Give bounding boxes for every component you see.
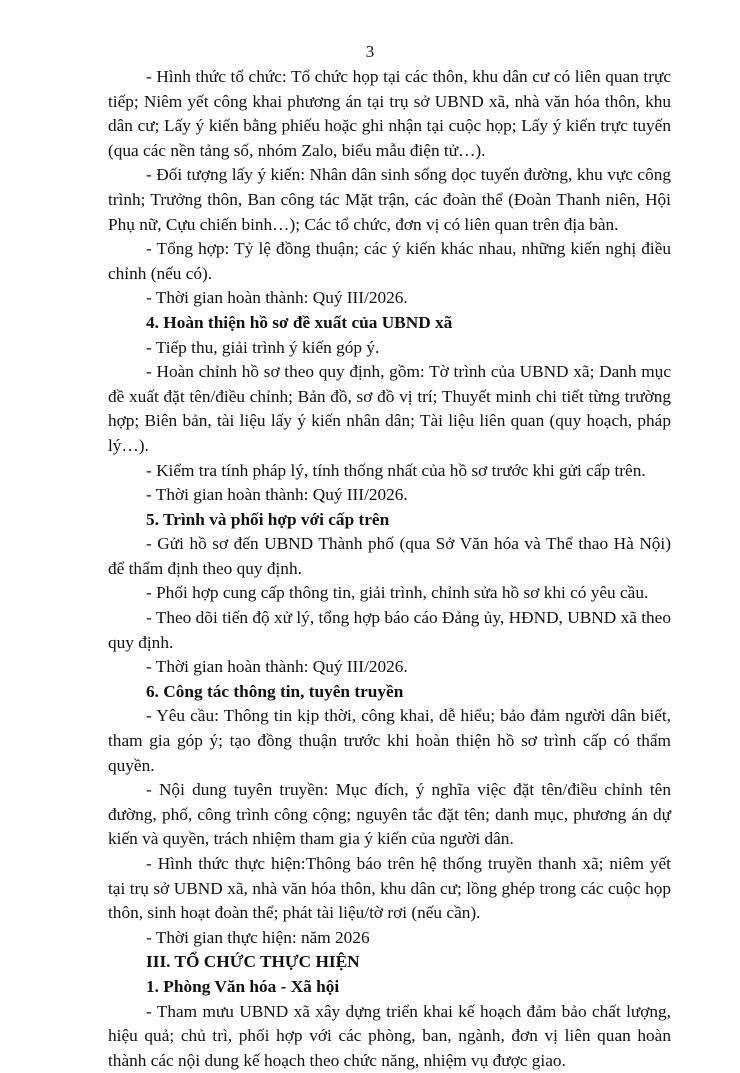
para-yeu-cau: - Yêu cầu: Thông tin kịp thời, công khai, dễ hiểu; bảo đảm người dân biết, tham gia góp ý; tạo đồng thuận trước khi hoàn thiện hồ sơ trình cấp có thẩm quyền.: [108, 706, 671, 775]
para-gui-ho-so: - Gửi hồ sơ đến UBND Thành phố (qua Sở Văn hóa và Thể thao Hà Nội) để thẩm định theo quy định.: [108, 534, 671, 578]
para-thoi-gian-2: - Thời gian hoàn thành: Quý III/2026.: [146, 485, 408, 505]
document-body: [108, 65, 671, 1073]
para-tham-muu: - Tham mưu UBND xã xây dựng triển khai kế hoạch đảm bảo chất lượng, hiệu quả; chủ trì, phối hợp với các phòng, ban, ngành, đơn vị liên quan hoàn thành các nội dung kế hoạch theo chức năng, nhiệm vụ được giao.: [108, 1001, 671, 1070]
heading-5: 5. Trình và phối hợp với cấp trên: [146, 509, 390, 529]
para-thoi-gian-1: - Thời gian hoàn thành: Quý III/2026.: [146, 288, 408, 308]
para-theo-doi: - Theo dõi tiến độ xử lý, tổng hợp báo cáo Đảng ủy, HĐND, UBND xã theo quy định.: [108, 608, 671, 652]
para-doi-tuong: - Đối tượng lấy ý kiến: Nhân dân sinh sống dọc tuyến đường, khu vực công trình; Trưởng thôn, Ban công tác Mặt trận, các đoàn thể (Đoàn Thanh niên, Hội Phụ nữ, Cựu chiến binh…); Các tổ chức, đơn vị có liên quan trên địa bàn.: [108, 165, 671, 234]
para-hoan-chinh: - Hoàn chỉnh hồ sơ theo quy định, gồm: Tờ trình của UBND xã; Danh mục đề xuất đặt tên/điều chỉnh; Bản đồ, sơ đồ vị trí; Thuyết minh chi tiết từng trường hợp; Biên bản, tài liệu lấy ý kiến nhân dân; Tài liệu liên quan (quy hoạch, pháp lý…).: [108, 362, 671, 455]
para-tong-hop: - Tổng hợp: Tỷ lệ đồng thuận; các ý kiến khác nhau, những kiến nghị điều chỉnh (nếu có).: [108, 239, 671, 283]
heading-6: 6. Công tác thông tin, tuyên truyền: [146, 681, 404, 701]
para-thoi-gian-3: - Thời gian hoàn thành: Quý III/2026.: [146, 657, 408, 677]
para-hinh-thuc-to-chuc: - Hình thức tổ chức: Tổ chức họp tại các thôn, khu dân cư có liên quan trực tiếp; Niêm yết công khai phương án tại trụ sở UBND xã, nhà văn hóa thôn, khu dân cư; Lấy ý kiến bằng phiếu hoặc ghi nhận tại cuộc họp; Lấy ý kiến trực tuyến (qua các nền tảng số, nhóm Zalo, biểu mẫu điện tử…).: [108, 67, 671, 160]
para-kiem-tra: - Kiểm tra tính pháp lý, tính thống nhất của hồ sơ trước khi gửi cấp trên.: [146, 460, 646, 480]
para-thoi-gian-4: - Thời gian thực hiện: năm 2026: [146, 927, 370, 947]
heading-III: III. TỔ CHỨC THỰC HIỆN: [146, 952, 360, 972]
para-hinh-thuc-thuc-hien: - Hình thức thực hiện:Thông báo trên hệ thống truyền thanh xã; niêm yết tại trụ sở UBND xã, nhà văn hóa thôn, khu dân cư; lồng ghép trong các cuộc họp thôn, sinh hoạt đoàn thể; phát tài liệu/tờ rơi (nếu cần).: [108, 854, 671, 923]
heading-4: 4. Hoàn thiện hồ sơ đề xuất của UBND xã: [146, 312, 453, 332]
para-noi-dung: - Nội dung tuyên truyền: Mục đích, ý nghĩa việc đặt tên/điều chỉnh tên đường, phố, công trình công cộng; nguyên tắc đặt tên; danh mục, phương án dự kiến và quyền, trách nhiệm tham gia ý kiến của người dân.: [108, 780, 671, 849]
para-tiep-thu: - Tiếp thu, giải trình ý kiến góp ý.: [146, 337, 380, 357]
para-phoi-hop: - Phối hợp cung cấp thông tin, giải trình, chỉnh sửa hồ sơ khi có yêu cầu.: [146, 583, 649, 603]
heading-1: 1. Phòng Văn hóa - Xã hội: [146, 976, 340, 996]
page-number: 3: [365, 42, 375, 61]
